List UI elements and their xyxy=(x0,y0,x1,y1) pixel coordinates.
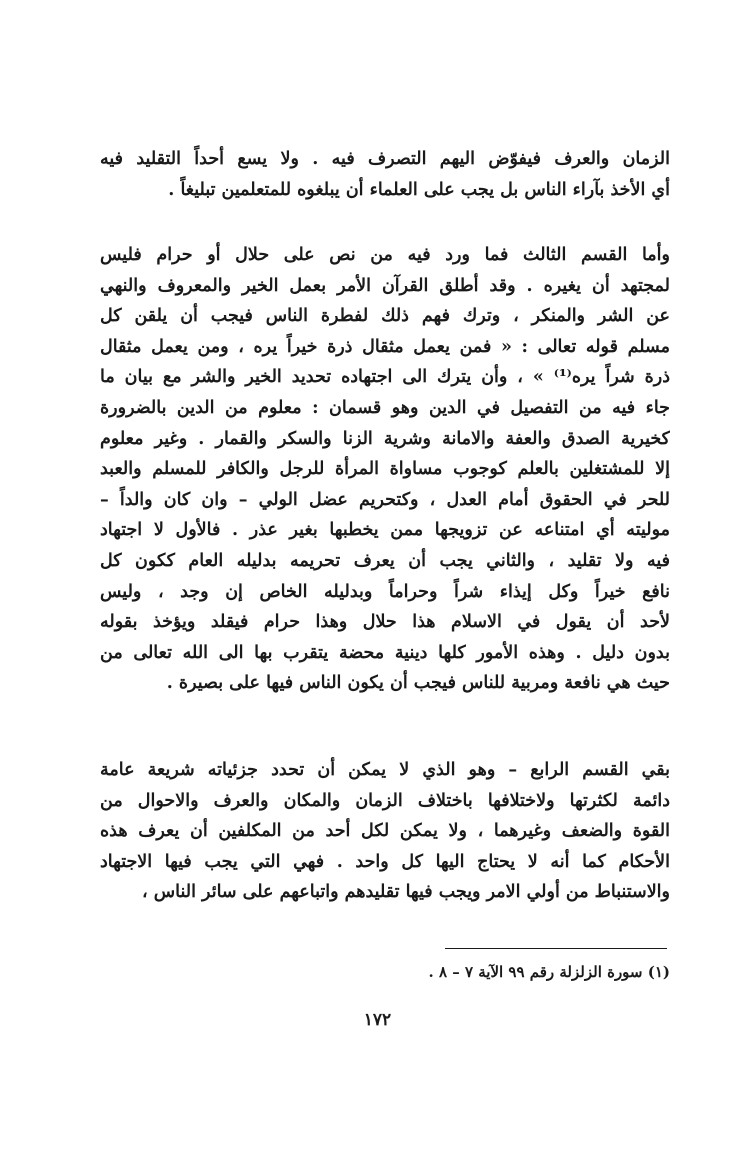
text-line: وأما القسم الثالث فما ورد فيه من نص على حلال أو حرام فليس xyxy=(100,245,670,265)
text-line: دائمة لكثرتها ولاختلافها باختلاف الزمان والمكان والعرف والاحوال من xyxy=(100,790,670,811)
text-line: لأحد أن يقول في الاسلام هذا حلال وهذا حرام فيقلد ويؤخذ بقوله xyxy=(100,612,670,633)
text-line: القوة والضعف وغيرهما ، ولا يمكن لكل أحد من المكلفين أن يعرف هذه xyxy=(100,821,670,842)
text-line: والاستنباط من أولي الامر ويجب فيها تقليدهم واتباعهم على سائر الناس ، xyxy=(142,882,670,903)
text-line: إلا للمشتغلين بالعلم كوجوب مساواة المرأة للرجل والكافر للمسلم والعبد xyxy=(100,459,670,480)
text-line: كخيرية الصدق والعفة والامانة وشرية الزنا والسكر والقمار . وغير معلوم xyxy=(100,428,670,449)
text-line: لمجتهد أن يغيره . وقد أطلق القرآن الأمر بعمل الخير والمعروف والنهي xyxy=(100,275,670,296)
page-number: ١٧٢ xyxy=(363,1010,392,1030)
text-line: عن الشر والمنكر ، وترك فهم ذلك لفطرة الناس فيجب أن يلقن كل xyxy=(100,306,670,327)
text-line: موليته أي امتناعه عن تزويجها ممن يخطبها بغير عذر . فالأول لا اجتهاد xyxy=(100,520,670,541)
text-line: ذرة شراً يره⁽¹⁾ » ، وأن يترك الى اجتهاده تحديد الخير والشر مع بيان ما xyxy=(100,367,670,388)
footnote-separator xyxy=(445,948,667,949)
text-line: أي الأخذ بآراء الناس بل يجب على العلماء أن يبلغوه للمتعلمين تبليغاً . xyxy=(168,179,670,200)
text-line: الزمان والعرف فيفوّض اليهم التصرف فيه . ولا يسع أحداً التقليد فيه xyxy=(100,149,670,169)
text-line: نافع خيراً وكل إيذاء شراً وحراماً وبدليله الخاص إن وجد ، وليس xyxy=(100,581,670,602)
text-line: مسلم قوله تعالى : « فمن يعمل مثقال ذرة خيراً يره ، ومن يعمل مثقال xyxy=(100,336,670,357)
text-line: الأحكام كما أنه لا يحتاج اليها كل واحد . فهي التي يجب فيها الاجتهاد xyxy=(100,851,670,872)
text-line: للحر في الحقوق أمام العدل ، وكتحريم عضل الولي – وان كان والداً – xyxy=(100,489,670,510)
text-line: فيه ولا تقليد ، والثاني يجب أن يعرف تحريمه بدليله العام ككون كل xyxy=(100,551,670,571)
text-line: بدون دليل . وهذه الأمور كلها دينية محضة يتقرب بها الى الله تعالى من xyxy=(100,642,670,663)
text-line: جاء فيه من التفصيل في الدين وهو قسمان : معلوم من الدين بالضرورة xyxy=(100,398,670,418)
text-line: بقي القسم الرابع – وهو الذي لا يمكن أن تحدد جزئياته شريعة عامة xyxy=(100,760,670,780)
text-line: حيث هي نافعة ومربية للناس فيجب أن يكون الناس فيها على بصيرة . xyxy=(166,673,670,694)
footnote: (١) سورة الزلزلة رقم ٩٩ الآية ٧ – ٨ . xyxy=(428,963,670,981)
